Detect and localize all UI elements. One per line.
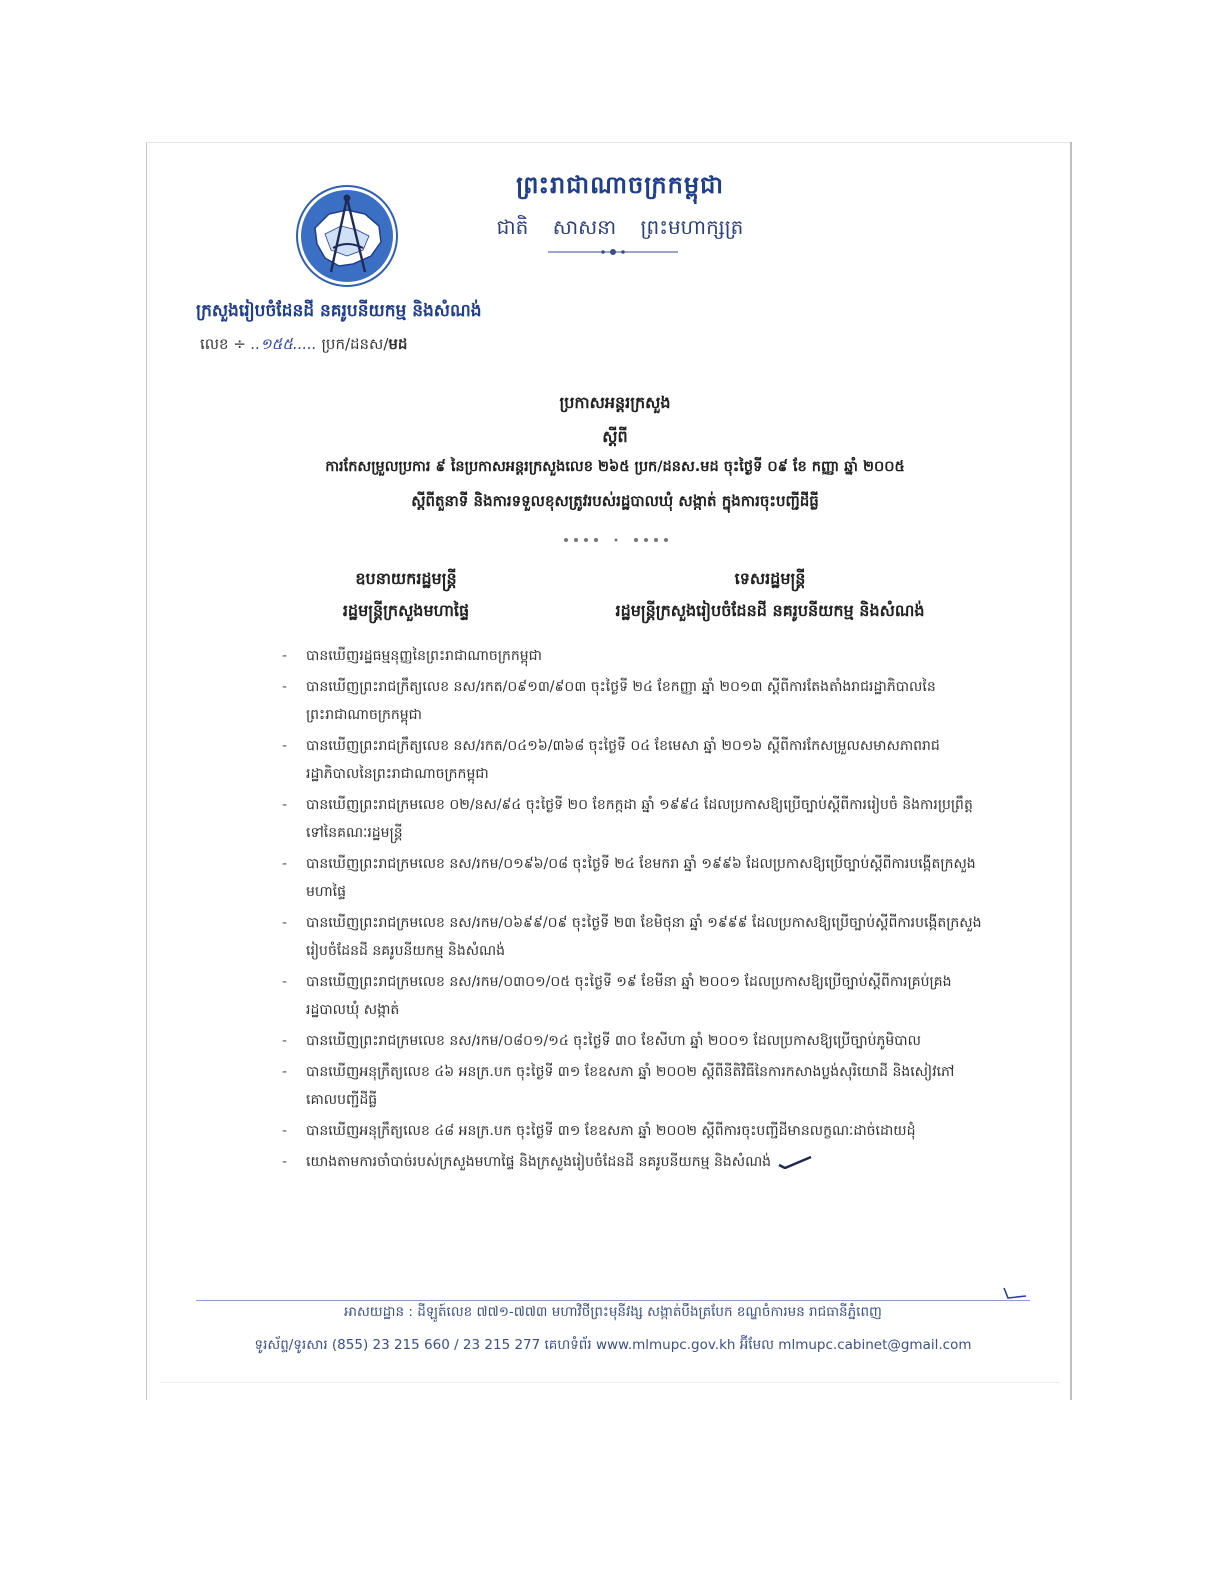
- preamble-item: - បានឃើញព្រះរាជក្រមលេខ នស/រកម/០៣០១/០៥ ចុះថ្ងៃទី ១៩ ខែមីនា ឆ្នាំ ២០០១ ដែលប្រកាសឱ្យប្រើច្បាប់ស្តីពីការគ្រប់គ្រងរដ្ឋបាលឃុំ សង្កាត់: [282, 974, 952, 1018]
- doc-number-suffix: ប្រក/ដនស/: [321, 335, 389, 353]
- preamble-list: [282, 642, 982, 1179]
- footer-contact: ទូរស័ព្ទ/ទូរសារ (855) 23 215 660 / 23 215 277 គេហទំព័រ www.mlmupc.gov.kh អ៊ីមែល mlmupc.cabinet@gmail.com: [254, 1337, 972, 1353]
- ministry-seal-icon: [295, 184, 399, 288]
- initial-check-mark-icon: [777, 1155, 813, 1169]
- preamble-item: - យោងតាមការចាំបាច់របស់ក្រសួងមហាផ្ទៃ និងក្រសួងរៀបចំដែនដី នគរូបនីយកម្ម និងសំណង់: [282, 1148, 982, 1176]
- national-motto: ជាតិ សាសនា ព្រះមហាក្សត្រ: [496, 215, 744, 239]
- document-number: [200, 335, 500, 357]
- footer-divider: [196, 1300, 1030, 1301]
- preamble-item: - បានឃើញព្រះរាជក្រឹត្យលេខ នស/រកត/០៤១៦/៣៦៨ ចុះថ្ងៃទី ០៤ ខែមេសា ឆ្នាំ ២០១៦ ស្តីពីការកែសម្រួលសមាសភាពរាជរដ្ឋាភិបាលនៃព្រះរាជាណាចក្រកម្ពុជា: [282, 738, 940, 782]
- doc-number-prefix: លេខ ÷: [200, 335, 246, 353]
- signatory-right-role: ទេសរដ្ឋមន្ត្រី: [734, 569, 806, 588]
- preamble-item: - បានឃើញព្រះរាជក្រមលេខ ០២/នស/៩៤ ចុះថ្ងៃទី ២០ ខែកក្កដា ឆ្នាំ ១៩៩៤ ដែលប្រកាសឱ្យប្រើច្បាប់ស្តីពីការរៀបចំ និងការប្រព្រឹត្តទៅនៃគណៈរដ្ឋមន្ត្រី: [282, 797, 973, 841]
- preamble-item: - បានឃើញអនុក្រឹត្យលេខ ៤៨ អនក្រ.បក ចុះថ្ងៃទី ៣១ ខែឧសភា ឆ្នាំ ២០០២ ស្តីពីការចុះបញ្ជីដីមានលក្ខណៈដាច់ដោយដុំ: [282, 1123, 916, 1139]
- decree-subject-line2: ស្តីពីតួនាទី និងការទទួលខុសត្រូវរបស់រដ្ឋបាលឃុំ សង្កាត់ ក្នុងការចុះបញ្ជីដីធ្លី: [411, 492, 819, 510]
- preamble-item: - បានឃើញព្រះរាជក្រមលេខ នស/រកម/០១៩៦/០៨ ចុះថ្ងៃទី ២៤ ខែមករា ឆ្នាំ ១៩៩៦ ដែលប្រកាសឱ្យប្រើច្បាប់ស្តីពីការបង្កើតក្រសួងមហាផ្ទៃ: [282, 856, 976, 900]
- ornament-divider-icon: [548, 248, 678, 256]
- signatory-right-title: រដ្ឋមន្ត្រីក្រសួងរៀបចំដែនដី នគរូបនីយកម្ម និងសំណង់: [615, 601, 925, 620]
- doc-number-handwritten: ..១៥៥.....: [250, 335, 317, 353]
- preamble-item: - បានឃើញរដ្ឋធម្មនុញ្ញនៃព្រះរាជាណាចក្រកម្ពុជា: [282, 648, 542, 664]
- decree-type: ប្រកាសអន្តរក្រសួង: [559, 393, 671, 412]
- frame-left-border: [146, 142, 147, 1400]
- ministry-name: ក្រសួងរៀបចំដែនដី នគរូបនីយកម្ម និងសំណង់: [196, 301, 482, 321]
- signatory-left-role: ឧបនាយករដ្ឋមន្ត្រី: [355, 569, 457, 588]
- preamble-item: - បានឃើញព្រះរាជក្រមលេខ នស/រកម/០៦៩៩/០៩ ចុះថ្ងៃទី ២៣ ខែមិថុនា ឆ្នាំ ១៩៩៩ ដែលប្រកាសឱ្យប្រើច្បាប់ស្តីពីការបង្កើតក្រសួងរៀបចំដែនដី នគរូបនីយកម្ម និងសំណង់: [282, 915, 982, 959]
- frame-right-border: [1070, 142, 1072, 1400]
- signatory-left-title: រដ្ឋមន្ត្រីក្រសួងមហាផ្ទៃ: [342, 601, 470, 620]
- title-ornament-icon: [556, 536, 676, 544]
- handwritten-initial-icon: [1000, 1286, 1030, 1300]
- preamble-item: - បានឃើញព្រះរាជក្រមលេខ នស/រកម/០៨០១/១៤ ចុះថ្ងៃទី ៣០ ខែសីហា ឆ្នាំ ២០០១ ដែលប្រកាសឱ្យប្រើច្បាប់ភូមិបាល: [282, 1033, 921, 1049]
- decree-about: ស្តីពី: [602, 427, 628, 446]
- preamble-item: - បានឃើញអនុក្រឹត្យលេខ ៤៦ អនក្រ.បក ចុះថ្ងៃទី ៣១ ខែឧសភា ឆ្នាំ ២០០២ ស្តីពីនីតិវិធីនៃការកសាងប្លង់សុរិយោដី និងសៀវភៅគោលបញ្ជីដីធ្លី: [282, 1064, 955, 1108]
- frame-top-border: [146, 142, 1071, 143]
- doc-number-tail: មដ: [388, 335, 408, 353]
- kingdom-heading: ព្រះរាជាណាចក្រកម្ពុជា: [516, 171, 724, 199]
- decree-subject-line1: ការកែសម្រួលប្រការ ៩ នៃប្រកាសអន្តរក្រសួងលេខ ២៦៥ ប្រក/ដនស.មដ ចុះថ្ងៃទី ០៩ ខែ កញ្ញា ឆ្នាំ ២០០៥: [325, 459, 905, 475]
- footer-address: អាសយដ្ឋាន : ដីឡូត៍លេខ ៧៧១-៧៧៣ មហាវិថីព្រះមុនីវង្ស សង្កាត់បឹងត្របែក ខណ្ឌចំការមន រាជធានីភ្នំពេញ: [344, 1304, 882, 1320]
- preamble-item: - បានឃើញព្រះរាជក្រឹត្យលេខ នស/រកត/០៩១៣/៩០៣ ចុះថ្ងៃទី ២៤ ខែកញ្ញា ឆ្នាំ ២០១៣ ស្តីពីការតែងតាំងរាជរដ្ឋាភិបាលនៃព្រះរាជាណាចក្រកម្ពុជា: [282, 679, 936, 723]
- bottom-divider: [160, 1382, 1060, 1383]
